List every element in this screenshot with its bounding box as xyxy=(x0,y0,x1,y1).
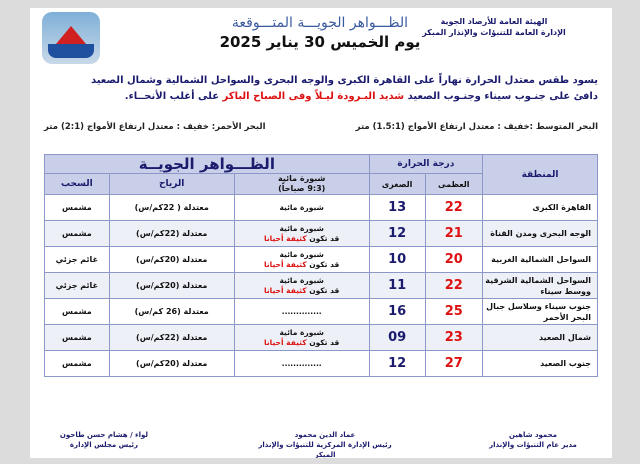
min-temp: 09 xyxy=(369,325,425,351)
title-block xyxy=(200,14,440,52)
fog-text: شبورة مائية xyxy=(279,249,324,259)
fog-dense: كثيفة أحيانا xyxy=(264,259,307,269)
sig3-title: رئيس مجلس الإدارة xyxy=(69,441,139,449)
fog-cell xyxy=(234,195,369,221)
min-temp: 12 xyxy=(369,351,425,377)
max-temp: 23 xyxy=(425,325,482,351)
summary-line-1: يسود طقس معتدل الحرارة نهاراً على القاهرة الكبرى والوجه البحرى والسواحل الشمالية وشمال الصعيد xyxy=(90,75,598,86)
min-temp: 16 xyxy=(369,299,425,325)
wind-header: الرياح xyxy=(109,174,234,195)
red-sea-status: البحر الأحمر: خفيف : معتدل ارتفاع الأمواج (2:1) متر xyxy=(44,122,266,132)
fog-note xyxy=(237,286,367,296)
fog-header xyxy=(234,174,369,195)
region-name: القاهرة الكبرى xyxy=(483,195,598,221)
fog-cell xyxy=(234,273,369,299)
fog-cell xyxy=(234,247,369,273)
fog-cell xyxy=(234,221,369,247)
cloud-header: السحب xyxy=(45,174,110,195)
fog-header-label: شبورة مائية xyxy=(278,174,326,183)
document-title: الظـــواهر الجويـــة المتـــوقعة xyxy=(231,15,409,31)
summary-cold-warning: شديد البـرودة ليـلاً وفى الصباح الباكر xyxy=(222,91,405,102)
fog-cell xyxy=(234,299,369,325)
fog-text: شبورة مائية xyxy=(279,223,324,233)
fog-may: قد تكون xyxy=(309,285,340,295)
region-name: جنوب الصعيد xyxy=(483,351,598,377)
fog-text: .............. xyxy=(281,306,322,316)
fog-may: قد تكون xyxy=(309,337,340,347)
fog-note xyxy=(237,338,367,348)
fog-text: .............. xyxy=(281,358,322,368)
table-row xyxy=(45,325,598,351)
temperature-header: درجة الحرارة xyxy=(369,155,482,174)
table-row xyxy=(45,195,598,221)
summary-line-2 xyxy=(38,90,598,104)
fog-cell xyxy=(234,351,369,377)
sig1-name: محمود شاهين xyxy=(508,431,557,439)
region-name: جنوب سيناء وسلاسل جبال البحر الأحمر xyxy=(483,299,598,325)
summary-end: على أغلب الأنحــاء. xyxy=(124,91,220,102)
fog-note xyxy=(237,234,367,244)
min-header: الصغرى xyxy=(369,174,425,195)
region-name: شمال الصعيد xyxy=(483,325,598,351)
region-name: الوجه البحرى ومدن القناة xyxy=(483,221,598,247)
fog-may: قد تكون xyxy=(309,233,340,243)
cloud-cell: مشمس xyxy=(45,221,110,247)
forecast-document xyxy=(30,8,612,458)
summary-start: دافئ على جنـوب سيناء وجنـوب الصعيد xyxy=(407,91,598,102)
sig2-title: رئيس الإدارة المركزية للتنبؤات والإنذار المبكر xyxy=(258,441,392,458)
meteorological-authority-logo xyxy=(42,12,100,64)
fog-note xyxy=(237,260,367,270)
max-temp: 25 xyxy=(425,299,482,325)
mountain-icon xyxy=(56,26,86,44)
cloud-cell: غائم جزئي xyxy=(45,273,110,299)
cloud-cell: مشمس xyxy=(45,325,110,351)
cloud-cell: مشمس xyxy=(45,351,110,377)
cloud-cell: مشمس xyxy=(45,299,110,325)
org-name: الهيئة العامة للأرصاد الجوية xyxy=(440,17,548,26)
region-name: السواحل الشمالية الشرقية ووسط سيناء xyxy=(483,273,598,299)
fog-dense: كثيفة أحيانا xyxy=(264,285,307,295)
fog-cell xyxy=(234,325,369,351)
max-header: العظمى xyxy=(425,174,482,195)
table-row xyxy=(45,299,598,325)
org-department: الإدارة العامة للتنبؤات والإنذار المبكر xyxy=(422,28,566,37)
fog-header-time: (9:3 صباحاً) xyxy=(278,184,326,193)
region-name: السواحل الشمالية الغربية xyxy=(483,247,598,273)
fog-may: قد تكون xyxy=(309,259,340,269)
fog-text: شبورة مائية xyxy=(279,202,324,212)
region-header: المنطقة xyxy=(483,155,598,195)
wind-cell: معتدلة (20كم/س) xyxy=(109,247,234,273)
sig3-name: لواء / هشام حسن طاحون xyxy=(59,431,149,439)
max-temp: 22 xyxy=(425,195,482,221)
sig2-name: عماد الدين محمود xyxy=(294,431,356,439)
wind-cell: معتدلة (22كم/س) xyxy=(109,221,234,247)
wind-cell: معتدلة (22كم/س) xyxy=(109,325,234,351)
mediterranean-sea-status: البحر المتوسط :خفيف : معتدل ارتفاع الأمواج (1.5:1) متر xyxy=(355,122,598,132)
signature-chairman xyxy=(44,430,164,450)
min-temp: 13 xyxy=(369,195,425,221)
min-temp: 10 xyxy=(369,247,425,273)
cloud-cell: غائم جزئي xyxy=(45,247,110,273)
table-row xyxy=(45,247,598,273)
table-row xyxy=(45,221,598,247)
signature-forecast-director xyxy=(468,430,598,450)
table-row xyxy=(45,273,598,299)
wind-cell: معتدلة (20كم/س) xyxy=(109,351,234,377)
wind-cell: معتدلة ( 22كم/س) xyxy=(109,195,234,221)
max-temp: 27 xyxy=(425,351,482,377)
wind-cell: معتدلة (20كم/س) xyxy=(109,273,234,299)
forecast-date: يوم الخميس 30 يناير 2025 xyxy=(219,33,421,51)
min-temp: 11 xyxy=(369,273,425,299)
wind-cell: معتدلة (26 كم/س) xyxy=(109,299,234,325)
cloud-cell: مشمس xyxy=(45,195,110,221)
fog-dense: كثيفة أحيانا xyxy=(264,337,307,347)
fog-text: شبورة مائية xyxy=(279,275,324,285)
table-row xyxy=(45,351,598,377)
table-header-row xyxy=(45,155,598,174)
sig1-title: مدير عام التنبؤات والإنذار xyxy=(489,441,577,449)
forecast-table xyxy=(44,154,598,377)
fog-dense: كثيفة أحيانا xyxy=(264,233,307,243)
max-temp: 21 xyxy=(425,221,482,247)
fog-text: شبورة مائية xyxy=(279,327,324,337)
min-temp: 12 xyxy=(369,221,425,247)
phenomena-header: الظـــواهر الجويــة xyxy=(45,155,370,174)
signature-central-director xyxy=(250,430,400,458)
sea-icon xyxy=(48,44,94,58)
max-temp: 20 xyxy=(425,247,482,273)
max-temp: 22 xyxy=(425,273,482,299)
